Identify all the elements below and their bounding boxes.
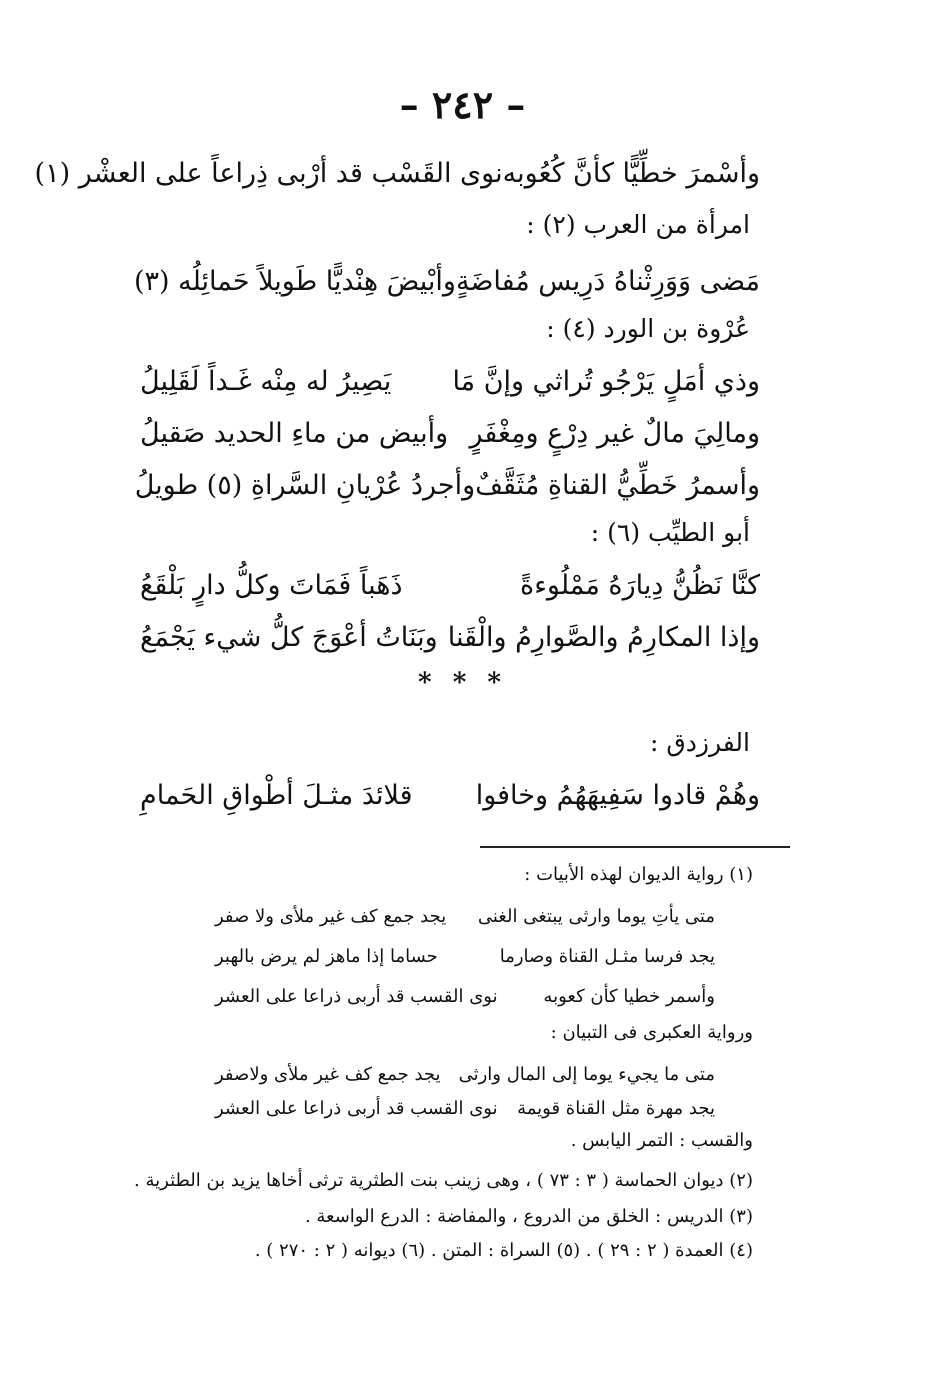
verse-second-hemistich: وبَنَاتُ أعْوَجَ كلُّ شيء يَجْمَعُ	[140, 621, 438, 653]
footnote-verse	[215, 938, 715, 974]
footnote-verse	[215, 1090, 715, 1126]
verse-line	[140, 612, 760, 662]
verse-first-hemistich: وإذا المكارِمُ والصَّوارِمُ والْقَنا	[447, 621, 760, 653]
footnote-3: (٣) الدريس : الخلق من الدروع ، والمفاضة : الدرع الواسعة .	[304, 1206, 753, 1227]
footnote-4-5-6: (٤) العمدة ( ٢ : ٢٩ ) . (٥) السراة : المتن . (٦) ديوانه ( ٢ : ٢٧٠ ) .	[254, 1240, 753, 1261]
verse-second-hemistich: وأبْيضَ هِنْديًّا طَويلاً حَمائِلُه (٣)	[133, 265, 456, 297]
verse-first-hemistich: وهُمْ قادوا سَفِيهَهُمُ وخافوا	[475, 779, 760, 811]
verse-line	[133, 256, 760, 306]
verse-first-hemistich: وأسمرُ خَطِّيُّ القناةِ مُثَقَّفٌ	[475, 469, 760, 501]
footnote-second-hemistich: نوى القسب قد أربى ذراعا على العشر	[215, 1097, 498, 1119]
footnote-1-gloss: والقسب : التمر اليابس .	[570, 1130, 753, 1151]
verse-first-hemistich: وذي أمَلٍ يَرْجُو تُراثي وإنَّ مَا	[452, 365, 760, 397]
verse-line	[34, 148, 760, 198]
verse-first-hemistich: مَضى وَوَرِثْناهُ دَرِيس مُفاضَةٍ	[455, 265, 760, 297]
footnote-1-intro-2: ورواية العكبرى فى التبيان :	[550, 1022, 753, 1043]
poet-heading: الفرزدق :	[650, 728, 750, 757]
verse-first-hemistich: وأسْمرَ خطِّيًّا كأنَّ كُعُوبه	[502, 157, 760, 189]
footnote-verse	[215, 1056, 715, 1092]
poet-heading: امرأة من العرب (٢) :	[526, 210, 750, 239]
poet-heading: عُرْوة بن الورد (٤) :	[546, 314, 750, 343]
verse-first-hemistich: كنَّا نَظُنُّ دِيارَهُ مَمْلُوءةً	[520, 569, 760, 601]
verse-second-hemistich: ذَهَباً فَمَاتَ وكلُّ دارٍ بَلْقَعُ	[140, 569, 403, 601]
verse-second-hemistich: وأجردُ عُرْيانِ السَّراةِ (٥) طويلُ	[134, 469, 476, 501]
footnote-1-intro: (١) رواية الديوان لهذه الأبيات :	[524, 864, 753, 885]
poet-heading: أبو الطيِّب (٦) :	[590, 518, 750, 547]
verse-first-hemistich: ومالِيَ مالٌ غير دِرْعٍ ومِغْفَرٍ	[469, 417, 760, 449]
verse-second-hemistich: قلائدَ مثـلَ أطْواقِ الحَمامِ	[140, 779, 413, 811]
footnote-verse	[215, 978, 715, 1014]
verse-line	[140, 356, 760, 406]
footnote-second-hemistich: يجد جمع كف غير ملأى ولا صفر	[215, 905, 447, 927]
footnote-first-hemistich: وأسمر خطيا كأن كعوبه	[543, 985, 715, 1007]
footnote-second-hemistich: نوى القسب قد أربى ذراعا على العشر	[215, 985, 498, 1007]
footnote-divider	[480, 846, 790, 848]
footnote-first-hemistich: متى ما يجيء يوما إلى المال وارثى	[458, 1063, 715, 1085]
footnote-first-hemistich: متى يأتِ يوما وارثى يبتغى الغنى	[477, 905, 715, 927]
footnote-verse	[215, 898, 715, 934]
verse-second-hemistich: نوى القَسْب قد أرْبى ذِراعاً على العشْر (١)	[34, 157, 503, 189]
verse-second-hemistich: وأبيض من ماءِ الحديد صَقيلُ	[140, 417, 449, 449]
verse-line	[140, 770, 760, 820]
footnote-first-hemistich: يجد فرسا مثـل القناة وصارما	[499, 945, 715, 967]
verse-second-hemistich: يَصِيرُ له مِنْه غَـداً لَقَلِيلُ	[140, 365, 392, 397]
verse-line	[134, 460, 760, 510]
footnote-2: (٢) ديوان الحماسة ( ٣ : ٧٣ ) ، وهى زينب بنت الطثرية ترثى أخاها يزيد بن الطثرية .	[134, 1170, 753, 1191]
verse-line	[140, 408, 760, 458]
footnote-second-hemistich: يجد جمع كف غير ملأى ولاصفر	[215, 1063, 441, 1085]
page-number: – ٢٤٢ –	[399, 82, 526, 127]
section-separator: * * *	[418, 668, 507, 698]
verse-line	[140, 560, 760, 610]
footnote-second-hemistich: حساما إذا ماهز لم يرض بالهبر	[215, 945, 438, 967]
footnote-first-hemistich: يجد مهرة مثل القناة قويمة	[517, 1097, 715, 1119]
